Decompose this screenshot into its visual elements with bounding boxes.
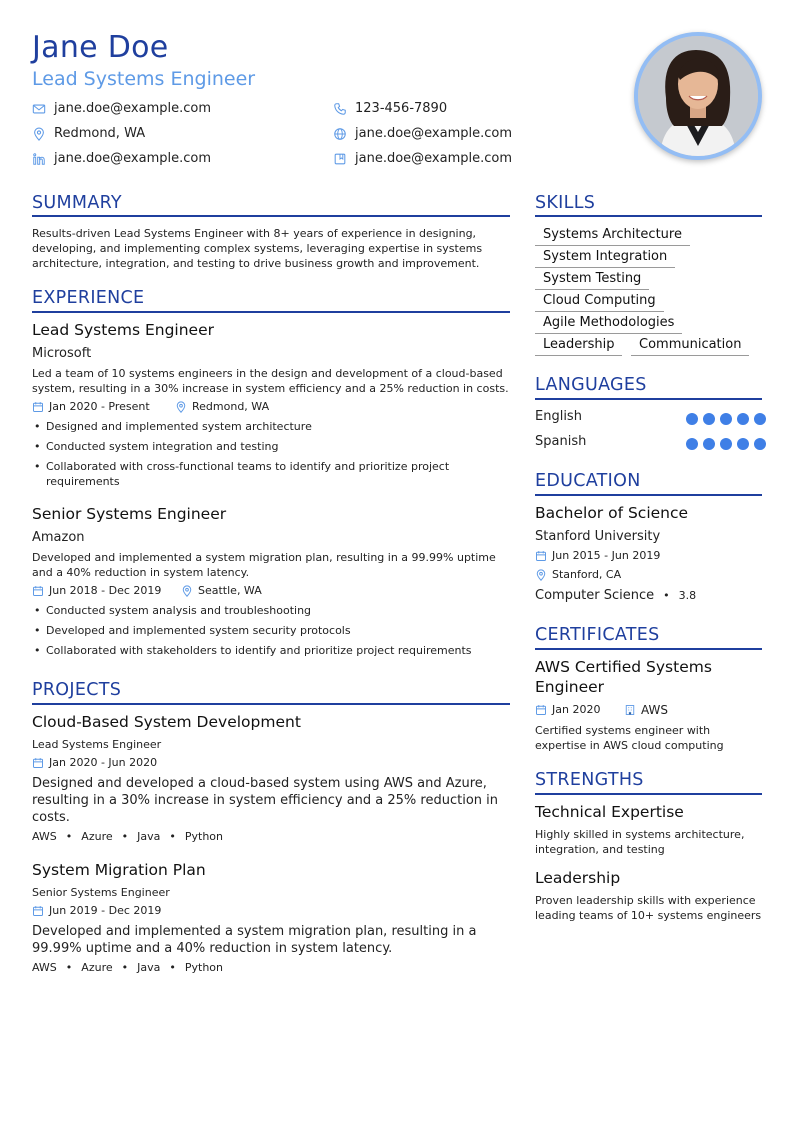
education-dates <box>535 549 660 563</box>
project-title: Cloud-Based System Development <box>32 713 301 731</box>
education-dates-text: Jun 2015 - Jun 2019 <box>552 549 661 562</box>
skill-tag: Cloud Computing <box>535 292 664 312</box>
language-level-dot <box>754 438 766 450</box>
tech-tag: AWS <box>32 830 57 843</box>
experience-rule <box>32 311 510 313</box>
tech-tag: Java <box>137 830 161 843</box>
calendar-icon <box>32 585 44 597</box>
location-pin-icon <box>181 585 193 597</box>
certificate-date-text: Jan 2020 <box>552 703 601 716</box>
language-level-dot <box>737 413 749 425</box>
contact-phone-text: 123-456-7890 <box>355 101 448 116</box>
education-location-text: Stanford, CA <box>552 568 622 581</box>
certificates-heading: CERTIFICATES <box>535 625 660 645</box>
job-location-text: Seattle, WA <box>198 584 262 597</box>
education-heading: EDUCATION <box>535 471 641 491</box>
job-title: Senior Systems Engineer <box>32 505 227 523</box>
separator-dot: • <box>663 589 670 602</box>
job-description: Led a team of 10 systems engineers in the design and development of a cloud-based system, resulting in a 30% increase in system efficiency and a 25% reduction in costs. <box>32 367 509 395</box>
strength-description: Highly skilled in systems architecture, integration, and testing <box>535 828 745 856</box>
tech-tag: Python <box>184 830 224 843</box>
calendar-icon <box>535 550 547 562</box>
job-location <box>181 584 262 598</box>
education-rule <box>535 494 762 496</box>
calendar-icon <box>32 757 44 769</box>
tech-tag: AWS <box>32 961 57 974</box>
education-field-row <box>535 587 696 604</box>
calendar-icon <box>535 704 547 716</box>
contact-location <box>32 126 145 142</box>
summary-rule <box>32 215 510 217</box>
job-dates <box>32 584 161 598</box>
candidate-title: Lead Systems Engineer <box>32 68 256 90</box>
education-gpa: 3.8 <box>678 589 697 602</box>
certificate-title: AWS Certified Systems Engineer <box>535 658 712 696</box>
strengths-rule <box>535 793 762 795</box>
tech-tag: Java <box>137 961 161 974</box>
language-level <box>686 413 766 425</box>
certificate-description: Certified systems engineer with expertise in AWS cloud computing <box>535 724 724 752</box>
location-pin-icon <box>535 569 547 581</box>
candidate-name: Jane Doe <box>32 30 169 65</box>
language-level-dot <box>703 413 715 425</box>
tech-tag: Azure <box>81 830 113 843</box>
phone-icon <box>333 102 347 116</box>
job-bullet: • Designed and implemented system architecture <box>34 419 510 434</box>
experience-heading: EXPERIENCE <box>32 288 145 308</box>
language-level-dot <box>703 438 715 450</box>
certificate-date <box>535 703 600 717</box>
job-bullet: • Collaborated with cross-functional teams to identify and prioritize project requirements <box>34 459 474 489</box>
envelope-icon <box>32 102 46 116</box>
education-school: Stanford University <box>535 529 661 544</box>
building-icon <box>624 704 636 716</box>
language-level-dot <box>720 438 732 450</box>
globe-icon <box>333 127 347 141</box>
contact-linkedin-text: jane.doe@example.com <box>54 151 212 166</box>
project-description: Developed and implemented a system migration plan, resulting in a 99.99% uptime and a 40% reduction in system latency. <box>32 924 477 956</box>
language-name: English <box>535 409 582 424</box>
education-location <box>535 568 621 582</box>
contact-email[interactable] <box>32 101 211 117</box>
projects-heading: PROJECTS <box>32 680 122 700</box>
certificate-issuer <box>624 703 668 717</box>
job-company: Microsoft <box>32 346 92 361</box>
profile-photo-image <box>638 36 758 156</box>
certificate-issuer-text: AWS <box>641 703 669 717</box>
strength-description: Proven leadership skills with experience leading teams of 10+ systems engineers <box>535 894 762 922</box>
skill-tag: Leadership <box>535 336 622 356</box>
project-role: Lead Systems Engineer <box>32 738 162 751</box>
skill-tag: Agile Methodologies <box>535 314 682 334</box>
job-dates-text: Jun 2018 - Dec 2019 <box>49 584 162 597</box>
project-dates <box>32 756 157 770</box>
language-level-dot <box>686 413 698 425</box>
skill-tag: System Integration <box>535 248 675 268</box>
contact-email-text: jane.doe@example.com <box>54 101 212 116</box>
job-title: Lead Systems Engineer <box>32 321 214 339</box>
project-dates-text: Jun 2019 - Dec 2019 <box>49 904 162 917</box>
linkedin-icon <box>32 152 46 166</box>
contact-phone[interactable] <box>333 101 447 117</box>
job-bullet: • Developed and implemented system security protocols <box>34 623 510 638</box>
contact-location-text: Redmond, WA <box>54 126 146 141</box>
location-pin-icon <box>175 401 187 413</box>
skill-tag: Systems Architecture <box>535 226 690 246</box>
strength-title: Technical Expertise <box>535 803 684 821</box>
job-location <box>175 400 269 414</box>
job-bullet: • Conducted system analysis and troubleshooting <box>34 603 510 618</box>
languages-heading: LANGUAGES <box>535 375 647 395</box>
education-field: Computer Science <box>535 588 655 603</box>
tech-tag: Python <box>184 961 224 974</box>
language-level-dot <box>754 413 766 425</box>
contact-website-text: jane.doe@example.com <box>355 126 513 141</box>
strengths-heading: STRENGTHS <box>535 770 644 790</box>
job-dates <box>32 400 150 414</box>
job-company: Amazon <box>32 530 85 545</box>
calendar-icon <box>32 905 44 917</box>
calendar-icon <box>32 401 44 413</box>
contact-other[interactable] <box>333 151 512 167</box>
projects-rule <box>32 703 510 705</box>
project-description: Designed and developed a cloud-based system using AWS and Azure, resulting in a 30% increase in system efficiency and a 25% reduction in costs. <box>32 776 498 825</box>
certificates-rule <box>535 648 762 650</box>
profile-photo <box>634 32 762 160</box>
job-bullet: • Conducted system integration and testing <box>34 439 510 454</box>
skills-heading: SKILLS <box>535 193 596 213</box>
contact-linkedin[interactable] <box>32 151 211 167</box>
location-pin-icon <box>32 127 46 141</box>
job-location-text: Redmond, WA <box>192 400 270 413</box>
project-tech-list: AWS • Azure • Java • Python <box>32 830 224 843</box>
project-tech-list: AWS • Azure • Java • Python <box>32 961 224 974</box>
strength-title: Leadership <box>535 869 621 887</box>
job-description: Developed and implemented a system migration plan, resulting in a 99.99% uptime and a 40% reduction in system latency. <box>32 551 496 579</box>
skill-tag: System Testing <box>535 270 649 290</box>
languages-rule <box>535 398 762 400</box>
project-title: System Migration Plan <box>32 861 206 879</box>
skills-rule <box>535 215 762 217</box>
contact-website[interactable] <box>333 126 512 142</box>
job-bullet: • Collaborated with stakeholders to identify and prioritize project requirements <box>34 643 510 658</box>
tech-tag: Azure <box>81 961 113 974</box>
bookmark-icon <box>333 152 347 166</box>
job-dates-text: Jan 2020 - Present <box>49 400 150 413</box>
contact-other-text: jane.doe@example.com <box>355 151 513 166</box>
skill-tag: Communication <box>631 336 749 356</box>
project-dates <box>32 904 161 918</box>
education-degree: Bachelor of Science <box>535 504 689 522</box>
language-level-dot <box>686 438 698 450</box>
project-dates-text: Jan 2020 - Jun 2020 <box>49 756 158 769</box>
project-role: Senior Systems Engineer <box>32 886 170 899</box>
summary-heading: SUMMARY <box>32 193 122 213</box>
language-level-dot <box>737 438 749 450</box>
summary-text: Results-driven Lead Systems Engineer with 8+ years of experience in designing, developing, and implementing complex systems, leveraging expertise in systems architecture, integration, and testing to drive business growth and improvement. <box>32 227 483 270</box>
language-name: Spanish <box>535 434 587 449</box>
language-level <box>686 438 766 450</box>
language-level-dot <box>720 413 732 425</box>
